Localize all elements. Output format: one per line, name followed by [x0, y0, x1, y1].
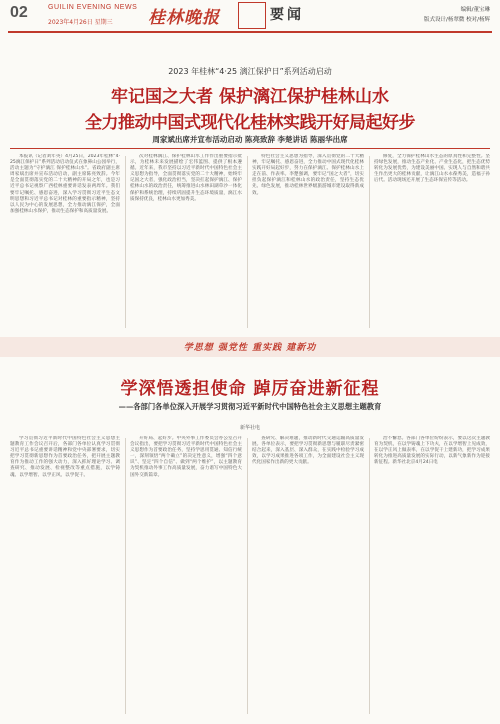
- issue-date: 2023年4月26日 星期三: [48, 19, 113, 26]
- lead-headline-2: 全力推动中国式现代化桂林实践开好局起好步: [85, 113, 415, 133]
- column-divider: [125, 438, 126, 714]
- logo-frame: [238, 2, 266, 29]
- second-column-4: [374, 436, 490, 716]
- second-column-1: [10, 436, 120, 716]
- lead-column-1: [10, 154, 120, 330]
- second-paragraph-4: 治不懈怠。各部门各单位纷纷表示，要以这次主题教育为契机，在以学铸魂上下功夫，在以学增智上见成效，在以学正风上做表率，在以学促干上建新功，把学习成果转化为推进高质量发展的实际行动，以新气象新作为迎接新征程。新华社北京4月24日电: [374, 436, 490, 466]
- second-paragraph-2: 开好局、起好步。中央外事工作委员会办公室召开会议指出，要把学习贯彻习近平新时代中国特色社会主义思想作为首要政治任务，坚持学思用贯通、知信行统一，深刻领悟“两个确立”的决定性意义，增强“四个意识”、坚定“四个自信”、做到“两个维护”，以主题教育为契机推动外事工作高质量发展，奋力谱写中国特色大国外交新篇章。: [130, 436, 242, 478]
- column-divider: [369, 438, 370, 714]
- campaign-banner: 学思想 强党性 重实践 建新功: [183, 343, 317, 353]
- column-divider: [247, 438, 248, 714]
- newspaper-logo: 桂林晚报: [148, 8, 220, 28]
- column-divider: [369, 156, 370, 328]
- page-number: 02: [10, 4, 28, 21]
- lead-byline: 周家斌出席并宣布活动启动 陈亮致辞 李楚讲话 陈丽华出席: [152, 135, 348, 144]
- section-title: 要闻: [270, 7, 304, 23]
- column-divider: [125, 156, 126, 328]
- lead-paragraph-2: 次对桂林漓江、保护桂林山水工作作出重要指示批示，为桂林未来发展描绘了宏伟蓝图、提供了根本遵循。近年来，我市坚持以习近平新时代中国特色社会主义思想为指导，全面贯彻落实党的二十大精神，始终牢记国之大者，强化政治担当，坚决扛起保护漓江、保护桂林山水的政治责任，统筹推进山水林田湖草沙一体化保护和系统治理，持续巩固提升生态环境质量，漓江水质保持优良，桂林山水更加秀美。: [130, 154, 242, 202]
- column-divider: [247, 156, 248, 328]
- editor-credit: 编辑/董宝琳: [460, 7, 490, 13]
- second-paragraph-1: 学习贯彻习近平新时代中国特色社会主义思想主题教育工作会议召开后，各部门各单位认真学习贯彻习近平总书记重要讲话精神和党中央部署要求，切实把学习贯彻新思想作为首要政治任务，把开展主题教育作为推动工作的强大动力，深入抓好理论学习、调查研究、推动发展、检视整改等重点措施，以学铸魂、以学增智、以学正风、以学促干。: [10, 436, 120, 478]
- lead-column-3: [252, 154, 364, 330]
- second-column-3: [252, 436, 364, 716]
- second-paragraph-3: 查研究、解决难题，推动新时代交通运输高质量发展。各单位表示，要把学习贯彻新思想与履职尽责紧密结合起来，深入基层、深入群众，在实践中检验学习成效，以学习成果推进各项工作，为全面建设社会主义现代化国家作出新的更大贡献。: [252, 436, 364, 466]
- lead-column-4: [374, 154, 490, 330]
- lead-column-2: [130, 154, 242, 330]
- lead-kicker: 2023 年桂林“4·25 漓江保护日”系列活动启动: [168, 67, 332, 76]
- lead-headline-1: 牢记国之大者 保护漓江保护桂林山水: [111, 87, 389, 107]
- second-column-2: [130, 436, 242, 716]
- header-rule: [8, 31, 492, 33]
- lead-paragraph-1: 本报讯（记者刘年英）4月25日，2023年桂林“4·25漓江保护日”系列活动启动仪式在象鼻山公园举行，活动主题为“守护漓江 保护桂林山水”。省政府副主席周家斌出席并宣布活动启动，副主席陈亮致辞。今年是全面贯彻落实党的二十大精神的开局之年，也是习近平总书记视察广西桂林重要讲话发表两周年。我们要牢记嘱托、感恩奋进，深入学习贯彻习近平生态文明思想和习近平总书记对桂林的重要指示精神，坚持以人民为中心的发展思想，全力推动漓江保护，全面加强桂林山水保护，推动生态保护和高质量发展。: [10, 154, 120, 214]
- lead-paragraph-4: 修复，全力保护桂林山水生态的原真性和完整性。坚持绿色发展，推动生态产业化、产业生态化，把生态优势转化为发展优势，为建设美丽中国、实现人与自然和谐共生作出更大的桂林贡献，让漓江山水永葆秀美，造福子孙后代。活动现场还开展了生态环保宣传等活动。: [374, 154, 490, 184]
- lead-paragraph-3: 特色社会主义思想为指导，深入贯彻党的二十大精神，牢记嘱托、感恩奋进，全力推动中国式现代化桂林实践开好局起好步，努力在保护漓江、保护桂林山水上走在前、作表率。李楚强调，要牢记“国之大者”，切实担负起保护漓江和桂林山水的政治责任，坚持生态优先、绿色发展，推动桂林世界级旅游城市建设取得新成效。: [252, 154, 364, 196]
- masthead-english: GUILIN EVENING NEWS: [48, 4, 138, 11]
- second-reporter: 新华社电: [239, 425, 260, 431]
- second-headline: 学深悟透担使命 踔厉奋进新征程: [120, 379, 380, 399]
- second-subheadline: ——各部门各单位深入开展学习贯彻习近平新时代中国特色社会主义思想主题教育: [118, 402, 382, 411]
- lead-rule: [10, 148, 490, 149]
- layout-proof-credit: 版式设计/杨翠微 校对/杨辉: [424, 17, 490, 23]
